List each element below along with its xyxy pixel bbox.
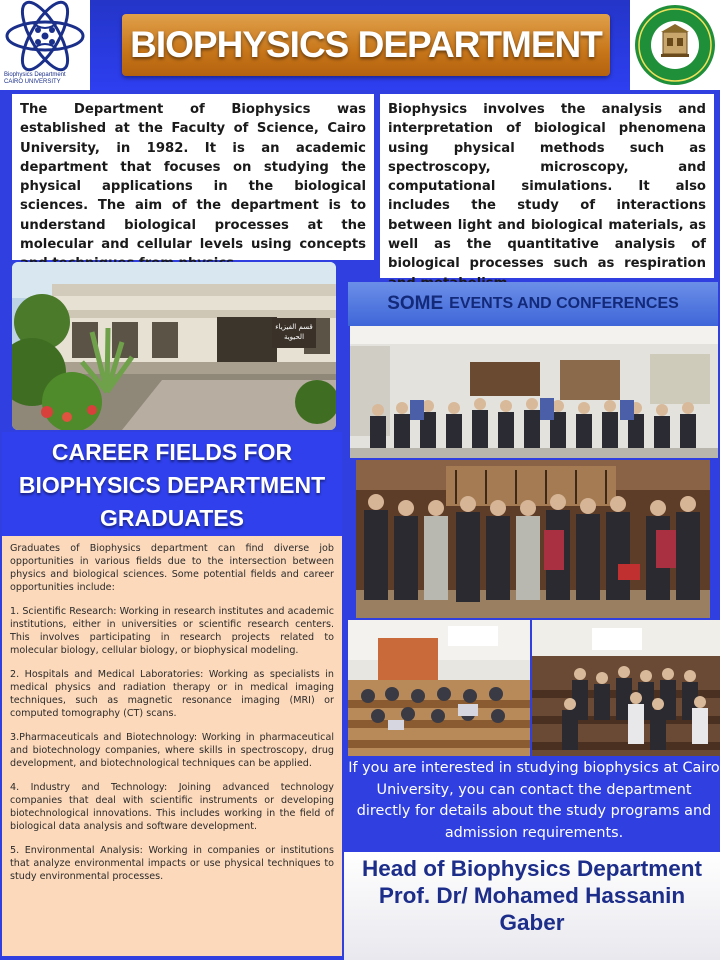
logo-caption-line1: Biophysics Department [4, 72, 66, 78]
head-name: Prof. Dr/ Mohamed Hassanin [378, 883, 686, 908]
department-sign-line2: الحيوية [283, 333, 305, 341]
career-intro: Graduates of Biophysics department can find diverse job opportunities in various fields due to the intersection between physics and biological sciences. Some potential fields and career opportunities include: [10, 543, 334, 593]
event-photo-group-1 [350, 326, 718, 458]
head-of-department [344, 855, 720, 936]
faculty-seal [630, 0, 720, 90]
department-sign [272, 318, 316, 348]
career-item-research: 1. Scientific Research: Working in research institutes and academic institutions, either in universities or scientific research centers. This involves participating in research projects related to molecular biology, cellular biology, or biophysical modeling. [10, 606, 334, 656]
department-intro-text: The Department of Biophysics was established at the Faculty of Science, Cairo University, in 1982. It is an academic department that focuses on studying the physical applications in the biological sciences. The aim of the department is to understand biological processes at the molecular and cellular levels using concepts [20, 102, 366, 253]
event-photo-audience [532, 620, 720, 756]
biophysics-definition-panel [380, 94, 714, 278]
events-heading-some: SOME [387, 293, 444, 314]
events-heading-rest: EVENTS AND CONFERENCES [449, 295, 679, 312]
career-item-environment: 5. Environmental Analysis: Working in companies or institutions that analyze environmental impacts or use physical techniques to study environmental processes. [10, 845, 334, 882]
career-heading: CAREER FIELDS FOR BIOPHYSICS DEPARTMENT GRADUATES [18, 439, 326, 531]
contact-note: If you are interested in studying biophysics at Cairo University, you can contact the department directly for details about the study programs and admission requirements. [348, 760, 720, 841]
events-heading [348, 282, 718, 326]
logo-caption-line2: CAIRO UNIVERSITY [4, 79, 61, 85]
career-item-hospitals: 2. Hospitals and Medical Laboratories: Working as specialists in medical physics and radiation therapy or in medical imaging techniques, such as magnetic resonance imaging (MRI) or computed tomography (CT) scans. [10, 669, 334, 719]
head-surname: Gaber [499, 910, 565, 935]
department-sign-line1: قسم الفيزياء [275, 323, 313, 331]
department-intro-panel [12, 94, 374, 260]
career-fields-panel [2, 536, 342, 956]
head-title: Head of Biophysics Department [361, 856, 703, 881]
event-photo-lecture-hall [348, 620, 530, 756]
page-title: BIOPHYSICS DEPARTMENT [130, 24, 602, 65]
event-photo-group-2 [356, 460, 710, 618]
career-item-pharma: 3.Pharmaceuticals and Biotechnology: Working in pharmaceutical and biotechnology companies, where skills in spectroscopy, drug development, and biotechnological techniques can be applied. [10, 732, 334, 769]
faculty-of-science-seal-icon [630, 0, 720, 90]
logo-caption [4, 72, 86, 86]
biophysics-definition-text: Biophysics involves the analysis and interpretation of biological phenomena using physical methods such as spectroscopy, microscopy, and computational simulations. It also includes the study of interactions between light and biological materials, as well as the quantitative analysis of biological processes such as respiration [388, 102, 706, 272]
career-item-industry: 4. Industry and Technology: Joining advanced technology companies that deal with scientific instruments or developing biotechnological innovations. This includes working in the field of biological data analysis and software development. [10, 782, 334, 832]
